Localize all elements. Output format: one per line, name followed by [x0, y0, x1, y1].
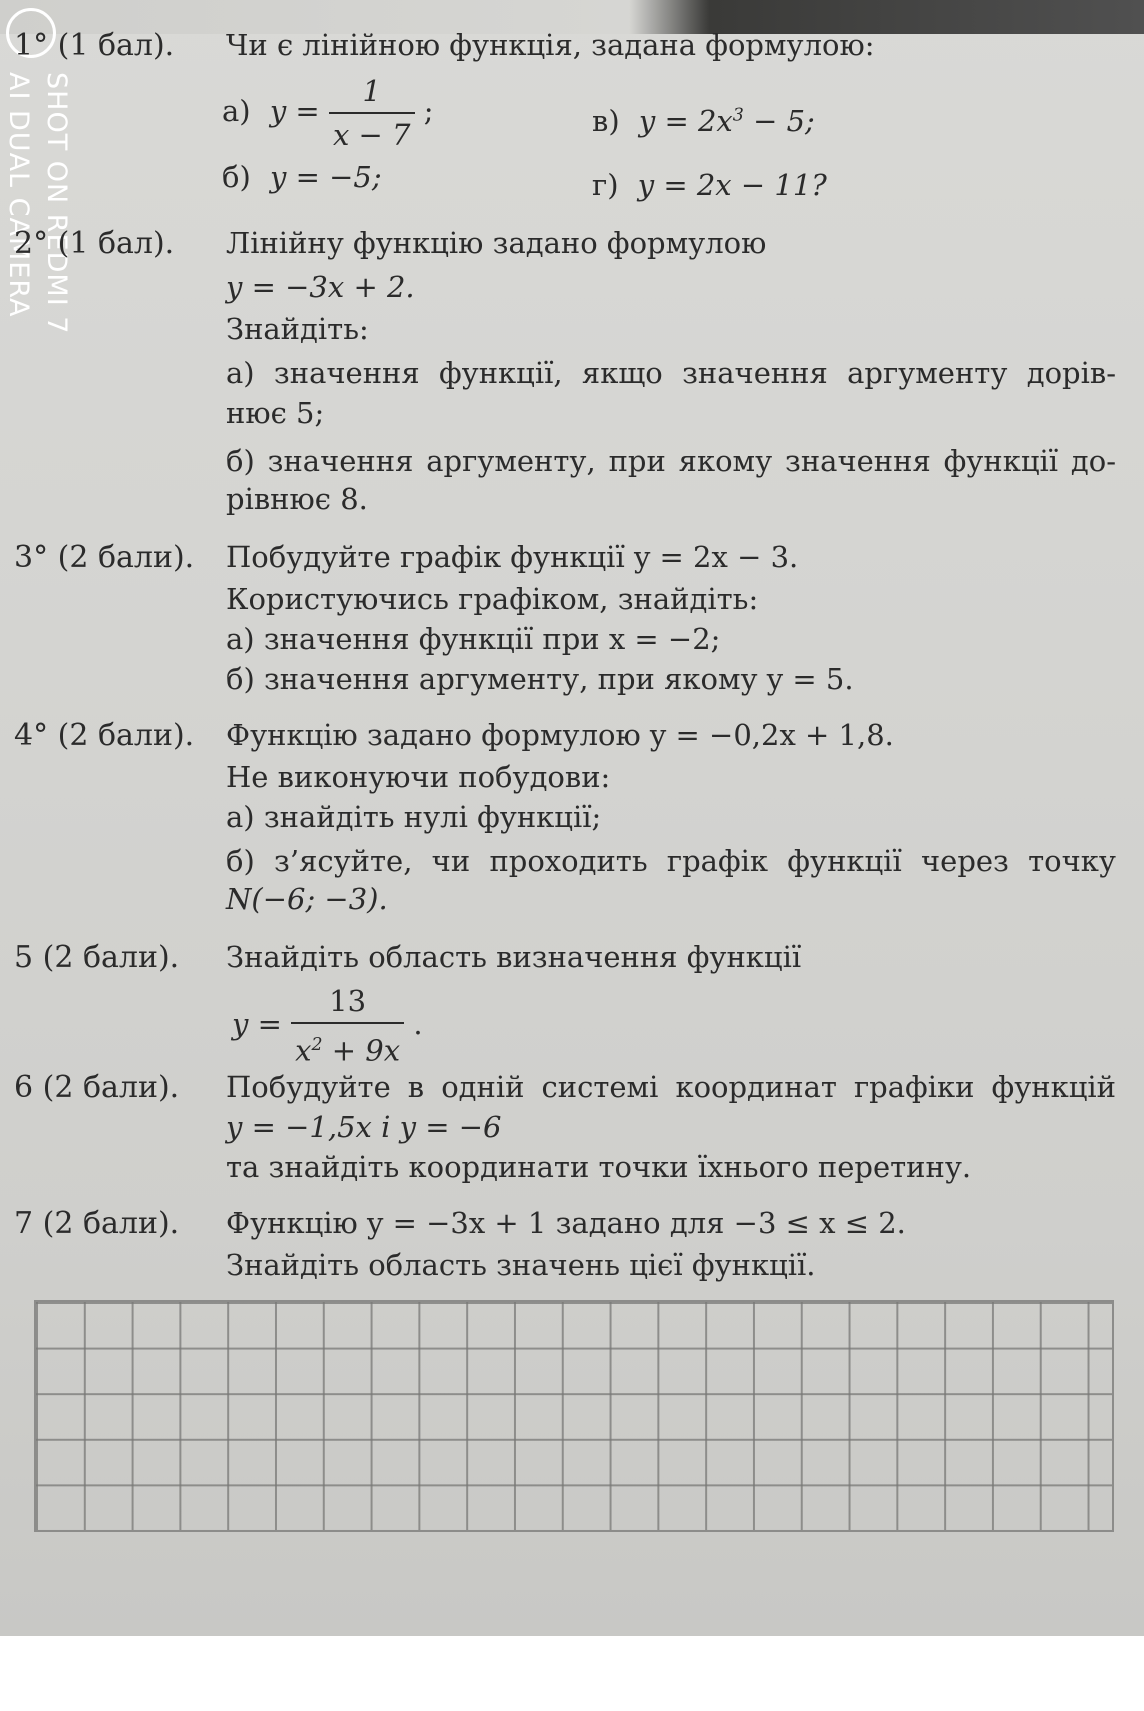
task-4-line: N(−6; −3).	[226, 882, 388, 916]
task-7-line: Функцію y = −3x + 1 задано для −3 ≤ x ≤ 2.	[226, 1206, 906, 1240]
task-2-line: y = −3x + 2.	[226, 270, 415, 304]
task-5-line: Знайдіть область визначення функції	[226, 940, 802, 974]
task-3-line: Побудуйте графік функції y = 2x − 3.	[226, 540, 799, 574]
task-3-label: 3° (2 бали).	[14, 540, 195, 575]
task-1-intro: Чи є лінійною функція, задана формулою:	[226, 28, 875, 62]
task-7-label: 7 (2 бали).	[14, 1206, 180, 1241]
task-4-line: Функцію задано формулою y = −0,2x + 1,8.	[226, 718, 894, 752]
task-5-denominator-exponent: 2	[311, 1035, 323, 1055]
watermark-line-1: SHOT ON REDMI 7	[41, 72, 72, 335]
answer-grid	[34, 1300, 1114, 1532]
option-v-formula-exponent: 3	[732, 105, 744, 126]
option-v-label: в)	[592, 104, 620, 138]
option-a-denominator: x − 7	[332, 118, 411, 152]
task-4-line: Не виконуючи побудови:	[226, 760, 611, 794]
option-a-tail: ;	[423, 94, 434, 128]
option-v-formula-base: y = 2x	[638, 104, 733, 138]
task-5-formula	[232, 980, 423, 1072]
task-1-label: 1° (1 бал).	[14, 28, 175, 63]
task-2-line: б) значення аргументу, при якому значення функції до-	[226, 444, 1116, 478]
task-6-line: y = −1,5x і y = −6	[226, 1110, 502, 1144]
task-2-label: 2° (1 бал).	[14, 226, 175, 261]
option-b-label: б)	[222, 160, 251, 194]
task-4-line: б) з’ясуйте, чи проходить графік функції через точку	[226, 844, 1116, 878]
task-5-denominator-base: x	[295, 1033, 312, 1068]
task-4-line: а) знайдіть нулі функції;	[226, 800, 602, 834]
task-7-line: Знайдіть область значень цієї функції.	[226, 1248, 816, 1282]
task-3-line: б) значення аргументу, при якому y = 5.	[226, 662, 854, 696]
option-g-label: г)	[592, 168, 619, 202]
watermark-line-2: AI DUAL CAMERA	[3, 72, 34, 318]
option-a-label: а)	[222, 94, 251, 128]
task-1-option-g	[592, 168, 827, 202]
task-5-denominator-rest: + 9x	[322, 1033, 401, 1068]
task-6-label: 6 (2 бали).	[14, 1070, 180, 1105]
task-5-denominator	[291, 1024, 404, 1072]
task-5-fraction	[291, 980, 404, 1072]
option-b-formula: y = −5;	[270, 160, 382, 194]
task-5-label: 5 (2 бали).	[14, 940, 180, 975]
task-1-option-b	[222, 160, 382, 194]
option-a-numerator: 1	[329, 70, 415, 114]
task-6-line: Побудуйте в одній системі координат графіки функцій	[226, 1070, 1116, 1104]
task-2-line: нює 5;	[226, 396, 325, 430]
task-2-line: рівнює 8.	[226, 482, 368, 516]
task-4-label: 4° (2 бали).	[14, 718, 195, 753]
task-3-line: Користуючись графіком, знайдіть:	[226, 582, 759, 616]
option-a-fraction	[329, 70, 415, 156]
task-6-line: та знайдіть координати точки їхнього перетину.	[226, 1150, 972, 1184]
task-5-numerator: 13	[291, 980, 404, 1024]
task-5-formula-lhs: y =	[232, 1006, 282, 1041]
task-2-line: Лінійну функцію задано формулою	[226, 226, 767, 260]
task-3-line: а) значення функції при x = −2;	[226, 622, 721, 656]
task-1-option-v	[592, 104, 815, 138]
option-v-formula-rest: − 5;	[743, 104, 815, 138]
option-g-formula: y = 2x − 11?	[637, 168, 827, 202]
task-2-line: а) значення функції, якщо значення аргументу дорів-	[226, 356, 1116, 390]
task-5-formula-tail: .	[413, 1006, 423, 1041]
task-1-option-a	[222, 70, 434, 156]
option-a-lhs: y =	[269, 94, 320, 128]
task-2-line: Знайдіть:	[226, 312, 369, 346]
